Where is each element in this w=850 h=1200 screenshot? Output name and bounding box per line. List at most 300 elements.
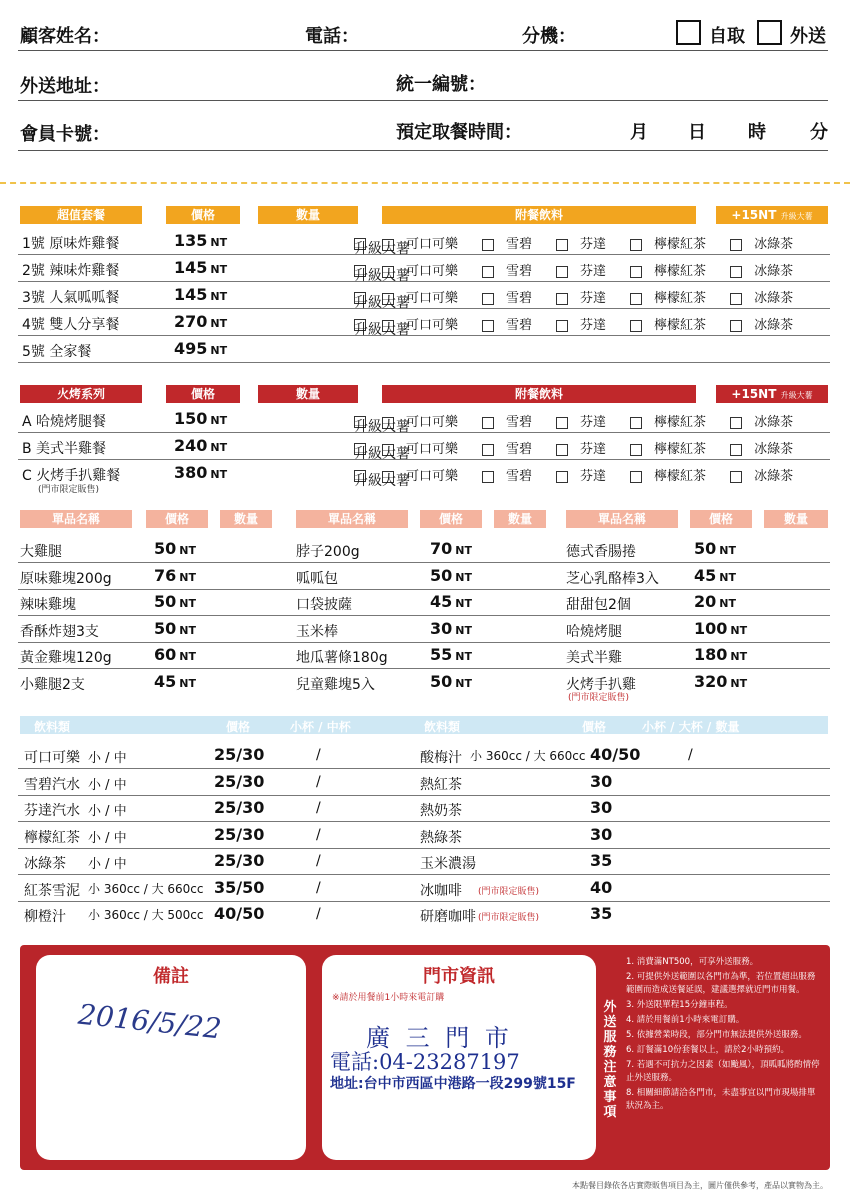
single-item-name: 德式香腸捲 (566, 544, 636, 560)
checkbox-icon[interactable] (482, 417, 494, 429)
drink-qty-slash: / (316, 826, 321, 843)
single-item-price-value: 20 (694, 592, 717, 611)
single-item-price-value: 50 (430, 565, 453, 585)
extension-label: 分機： (522, 26, 576, 47)
set-meal-options (18, 309, 830, 338)
drink-qty-slash: / (316, 773, 321, 790)
single-item-price (694, 566, 736, 585)
single-item-price-value: 50 (694, 539, 717, 558)
delivery-note-item: 7. 若遇不可抗力之因素（如颱風），頂呱呱將酌情停止外送服務。 (626, 1060, 820, 1083)
checkbox-icon[interactable] (556, 444, 568, 456)
drinks-row (18, 875, 830, 902)
single-item-price (154, 672, 196, 691)
delivery-label: 外送 (790, 26, 826, 47)
grill-item-name: C 火烤手扒雞餐 (22, 468, 121, 484)
drink-qty-slash: / (316, 906, 321, 922)
drink-price: 40/50 (214, 904, 265, 923)
grill-item-price (174, 436, 227, 455)
drink-option-label: 可口可樂 (406, 469, 459, 484)
grill-item-price (174, 409, 227, 428)
drink-option-label: 芬達 (580, 237, 607, 252)
set-meal-price-value: 270 (174, 312, 208, 331)
set-meal-options (18, 282, 830, 311)
single-item-name: 哈燒烤腿 (566, 623, 622, 640)
drink-qty-slash: / (316, 800, 321, 816)
drink-size: 小 / 中 (88, 804, 127, 819)
drink-option[interactable] (556, 291, 618, 306)
drink-option[interactable] (556, 469, 618, 484)
pickup-time-label: 預定取餐時間： (396, 122, 522, 143)
set-meal-row (18, 228, 830, 255)
checkbox-icon[interactable] (556, 320, 568, 332)
drink-price: 25/30 (214, 824, 265, 844)
single-item-name: 香酥炸翅3支 (20, 623, 99, 640)
drink-price-right: 30 (590, 798, 613, 817)
drink-option[interactable] (630, 237, 718, 252)
set-meals-price-header: 價格 (166, 206, 240, 224)
set-meal-options (18, 228, 830, 257)
set-meal-name: 2號 辣味炸雞餐 (22, 263, 120, 279)
single-item-name: 玉米棒 (296, 623, 338, 640)
single-item-price-value: 70 (430, 539, 453, 558)
drink-option[interactable] (630, 415, 718, 430)
drink-qty-slash: / (316, 747, 321, 763)
drink-option-label: 檸檬紅茶 (654, 318, 707, 333)
drink-option[interactable] (730, 469, 805, 484)
drink-price: 25/30 (214, 851, 265, 870)
grill-drink-header: 附餐飲料 (382, 385, 696, 403)
set-meals-header: 超值套餐 (20, 206, 142, 224)
drink-options (382, 260, 817, 279)
single-item-price-unit: NT (730, 623, 748, 637)
single-item-price-unit: NT (455, 623, 472, 637)
set-meal-price (174, 339, 227, 358)
grill-item-name: A 哈燒烤腿餐 (22, 414, 107, 430)
drink-price: 25/30 (214, 798, 265, 817)
drink-name-right: 酸梅汁 (420, 750, 462, 766)
delivery-note-item: 1. 消費滿NT500，可享外送服務。 (626, 957, 759, 967)
checkbox-icon[interactable] (556, 293, 568, 305)
grill-row (18, 460, 830, 489)
drink-size-right: 小 360cc / 大 660cc (470, 749, 586, 763)
single-item-price-unit: NT (455, 544, 472, 557)
drink-option-label: 芬達 (580, 264, 607, 279)
single-item-price-unit: NT (179, 676, 196, 690)
header-rule-1 (18, 50, 828, 51)
single-item-price (154, 566, 196, 585)
single-item-price-unit: NT (179, 650, 196, 663)
single-item-price (430, 619, 472, 638)
drink-name-right: 玉米濃湯 (420, 856, 476, 872)
drink-option[interactable] (630, 442, 718, 457)
single-item-price-unit: NT (455, 597, 472, 610)
single-item-price-value: 50 (154, 618, 177, 638)
single-item-name: 火烤手扒雞 (566, 676, 636, 693)
drink-price-right: 30 (590, 824, 613, 844)
drink-size: 小 360cc / 大 500cc (88, 908, 204, 922)
checkbox-icon[interactable] (730, 266, 742, 278)
store-info-subtitle: ※請於用餐前1小時來電訂購 (332, 993, 445, 1003)
drink-options (382, 411, 817, 430)
checkbox-icon[interactable] (482, 320, 494, 332)
set-meal-price-unit: NT (210, 344, 228, 357)
drink-option-label: 芬達 (580, 442, 607, 457)
drink-option-label: 可口可樂 (406, 318, 459, 333)
drink-name-right: 熱紅茶 (420, 776, 462, 793)
drink-option[interactable] (630, 264, 718, 279)
drink-price-right: 35 (590, 851, 613, 870)
drink-price-right: 30 (590, 771, 613, 791)
drink-option-label: 雪碧 (506, 442, 533, 457)
drink-option-label: 雪碧 (506, 264, 533, 279)
single-item-price-unit: NT (719, 544, 736, 557)
drink-option[interactable] (556, 237, 618, 252)
single-item-price-value: 320 (694, 671, 728, 691)
drink-option[interactable] (556, 415, 618, 430)
month-label: 月 (630, 122, 648, 143)
drink-option[interactable] (482, 318, 544, 333)
checkbox-icon[interactable] (730, 320, 742, 332)
single-items-row (18, 563, 830, 590)
drink-name-right: 熱綠茶 (420, 829, 462, 846)
header-rule-3 (18, 150, 828, 151)
day-label: 日 (688, 122, 706, 143)
drink-price-right: 40 (590, 877, 613, 897)
single-item-price (694, 672, 747, 691)
single-item-price-unit: NT (719, 597, 736, 610)
single-item-name: 地瓜薯條180g (296, 650, 388, 666)
drink-option[interactable] (730, 237, 805, 252)
drink-option[interactable] (556, 264, 618, 279)
stamp-store-name: 廣 三 門 市 (366, 1024, 513, 1052)
single-item-price-value: 55 (430, 645, 453, 664)
grill-upgrade-header: +15NT 升級大薯 (716, 385, 828, 403)
checkbox-icon[interactable] (730, 417, 742, 429)
handwritten-date: 2016/5/22 (76, 997, 223, 1046)
drink-option-label: 檸檬紅茶 (654, 237, 707, 252)
drink-option[interactable] (482, 291, 544, 306)
delivery-note-item: 3. 外送限單程15分鐘車程。 (626, 1000, 733, 1010)
single-item-price (430, 566, 472, 585)
drink-option[interactable] (630, 469, 718, 484)
set-meals-drink-header: 附餐飲料 (382, 206, 696, 224)
customer-name-label: 顧客姓名： (20, 26, 110, 47)
drink-option-label: 檸檬紅茶 (654, 291, 707, 306)
drinks-header-1: 飲料類 (34, 720, 71, 734)
checkbox-icon[interactable] (630, 417, 642, 429)
drinks-header-5: 價格 (582, 720, 607, 734)
grill-item-name: B 美式半雞餐 (22, 441, 107, 457)
checkbox-icon[interactable] (482, 444, 494, 456)
grill-item-price (174, 463, 227, 482)
single-item-price-unit: NT (730, 650, 748, 663)
single-item-price-value: 45 (694, 565, 717, 585)
drink-option[interactable] (482, 237, 544, 252)
single-item-price-value: 50 (154, 592, 177, 611)
checkbox-icon[interactable] (730, 471, 742, 483)
drink-option-label: 可口可樂 (406, 442, 459, 457)
drink-option[interactable] (482, 442, 544, 457)
checkbox-icon[interactable] (556, 417, 568, 429)
single-item-price (694, 539, 736, 558)
drink-option[interactable] (730, 264, 805, 279)
single-store-only-note: (門市限定販售) (568, 693, 630, 703)
drink-option-label: 冰綠茶 (754, 415, 794, 430)
single-item-price-value: 100 (694, 618, 728, 638)
single-item-name: 原味雞塊200g (20, 570, 112, 587)
set-meal-name: 5號 全家餐 (22, 344, 92, 360)
grill-item-price-unit: NT (210, 414, 228, 427)
drink-name-right: 熱奶茶 (420, 803, 462, 819)
single-items-header: 價格 (690, 510, 752, 528)
single-item-price-value: 180 (694, 645, 728, 664)
drink-price: 35/50 (214, 877, 265, 897)
set-meal-price-value: 135 (174, 231, 208, 250)
checkbox-icon[interactable] (730, 293, 742, 305)
drink-name: 芬達汽水 (24, 803, 80, 819)
drink-price: 25/30 (214, 771, 265, 791)
drink-option-label: 冰綠茶 (754, 318, 794, 333)
single-item-price-unit: NT (179, 623, 196, 637)
grill-item-price-value: 380 (174, 463, 208, 482)
single-item-price-value: 50 (430, 671, 453, 691)
drink-option-label: 檸檬紅茶 (654, 415, 707, 430)
set-meal-price-value: 145 (174, 285, 208, 304)
set-meal-name: 3號 人氣呱呱餐 (22, 290, 120, 306)
drink-name-right: 冰咖啡 (420, 882, 462, 899)
checkbox-icon[interactable] (482, 266, 494, 278)
drink-option[interactable] (482, 415, 544, 430)
single-item-price (154, 592, 196, 611)
drink-name: 紅茶雪泥 (24, 882, 80, 899)
drink-name: 可口可樂 (24, 750, 80, 766)
upgrade-fries-label: 升級大薯 (354, 268, 410, 284)
upgrade-fries-label: 升級大薯 (354, 322, 410, 338)
set-meal-row (18, 255, 830, 282)
dashed-separator (0, 182, 850, 184)
drinks-row (18, 742, 830, 769)
single-item-price-value: 30 (430, 618, 453, 638)
set-meal-price-unit: NT (210, 290, 228, 303)
set-meal-price-unit: NT (210, 317, 228, 330)
checkbox-icon[interactable] (630, 266, 642, 278)
single-item-name: 芝心乳酪棒3入 (566, 570, 659, 587)
grill-qty-field[interactable] (258, 438, 358, 456)
single-item-price (430, 592, 472, 611)
checkbox-icon[interactable] (482, 471, 494, 483)
drink-option[interactable] (482, 469, 544, 484)
drink-option[interactable] (482, 264, 544, 279)
minute-label: 分 (810, 122, 828, 143)
single-items-header: 單品名稱 (20, 510, 132, 528)
grill-item-price-value: 240 (174, 436, 208, 455)
set-meal-price-unit: NT (210, 236, 228, 249)
drink-name: 柳橙汁 (24, 909, 66, 925)
disclaimer: 本點餐目錄依各店實際販售項目為主，圖片僅供參考，產品以實物為主。 (572, 1181, 828, 1190)
grill-item-price-value: 150 (174, 409, 208, 428)
store-info-title: 門市資訊 (423, 966, 495, 987)
checkbox-icon[interactable] (556, 471, 568, 483)
grill-price-header: 價格 (166, 385, 240, 403)
single-item-price-unit: NT (730, 676, 748, 690)
drink-name: 冰綠茶 (24, 856, 66, 872)
single-item-price (694, 619, 747, 638)
single-item-price-unit: NT (455, 676, 472, 690)
address-label: 外送地址： (20, 76, 110, 97)
drink-option[interactable] (630, 318, 718, 333)
single-items-row (18, 589, 830, 616)
single-item-price (694, 592, 736, 611)
drink-store-only-note: (門市限定販售) (478, 886, 540, 897)
checkbox-icon[interactable] (730, 239, 742, 251)
member-card-label: 會員卡號： (20, 124, 110, 145)
drink-option[interactable] (730, 318, 805, 333)
grill-header: 火烤系列 (20, 385, 142, 403)
single-item-name: 小雞腿2支 (20, 676, 85, 693)
single-items-row (18, 669, 830, 695)
single-items-header: 數量 (764, 510, 828, 528)
single-item-price-unit: NT (179, 597, 196, 610)
drink-option-label: 可口可樂 (406, 264, 459, 279)
drink-option-label: 檸檬紅茶 (654, 469, 707, 484)
drink-option[interactable] (730, 291, 805, 306)
drink-qty-slash-right: / (688, 747, 693, 763)
drink-price-right: 40/50 (590, 745, 641, 764)
drink-option-label: 冰綠茶 (754, 442, 794, 457)
drink-option[interactable] (630, 291, 718, 306)
delivery-note-item: 5. 依據營業時段，部分門市無法提供外送服務。 (626, 1030, 807, 1040)
drink-options (382, 465, 817, 484)
checkbox-icon[interactable] (630, 293, 642, 305)
set-meal-qty-field[interactable] (258, 341, 358, 359)
grill-qty-field[interactable] (258, 411, 358, 429)
single-items-header: 數量 (494, 510, 546, 528)
checkbox-icon[interactable] (630, 320, 642, 332)
set-meal-price-value: 495 (174, 339, 208, 358)
checkbox-icon[interactable] (630, 239, 642, 251)
single-item-price (430, 645, 472, 664)
delivery-note-item: 2. 可提供外送範圍以各門市為準，若位置超出服務範圍而造成送餐延誤，建議選擇就近門市用餐。 (626, 972, 816, 995)
grill-qty-header: 數量 (258, 385, 358, 403)
drink-option[interactable] (556, 318, 618, 333)
drinks-row (18, 769, 830, 796)
drink-name: 檸檬紅茶 (24, 829, 80, 846)
checkbox-icon[interactable] (482, 293, 494, 305)
set-meal-price-value: 145 (174, 258, 208, 277)
set-meal-name: 4號 雙人分享餐 (22, 317, 120, 333)
single-item-price (430, 539, 472, 558)
checkbox-icon[interactable] (630, 471, 642, 483)
drink-option-label: 可口可樂 (406, 291, 459, 306)
tax-id-label: 統一編號： (396, 74, 486, 95)
set-meal-row (18, 309, 830, 336)
stamp-address: 地址:台中市西區中港路一段299號15F (330, 1076, 576, 1092)
drink-option[interactable] (730, 442, 805, 457)
set-meal-row (18, 336, 830, 363)
drink-option-label: 檸檬紅茶 (654, 442, 707, 457)
drink-option-label: 可口可樂 (406, 237, 459, 252)
delivery-checkbox[interactable] (757, 20, 782, 45)
single-items-header: 數量 (220, 510, 272, 528)
drink-option-label: 雪碧 (506, 318, 533, 333)
drink-size: 小 / 中 (88, 857, 127, 872)
drink-store-only-note: (門市限定販售) (478, 913, 540, 923)
checkbox-icon[interactable] (556, 239, 568, 251)
upgrade-fries-label: 升級大薯 (354, 473, 410, 489)
single-item-price-value: 45 (154, 671, 177, 691)
single-item-name: 甜甜包2個 (566, 597, 631, 613)
set-meal-options (18, 255, 830, 284)
single-item-price (154, 539, 196, 558)
upgrade-fries-label: 升級大薯 (354, 241, 410, 257)
single-item-price (154, 619, 196, 638)
grill-item-price-unit: NT (210, 468, 228, 481)
set-meals-upgrade-header: +15NT 升級大薯 (716, 206, 828, 224)
drinks-row (18, 848, 830, 875)
grill-store-only-note: (門市限定販售) (38, 485, 100, 495)
set-meals-qty-header: 數量 (258, 206, 358, 224)
drinks-header-6: 小杯 / 大杯 / 數量 (642, 720, 740, 734)
drink-option[interactable] (556, 442, 618, 457)
drink-name-right: 研磨咖啡 (420, 909, 476, 925)
single-items-header: 價格 (420, 510, 482, 528)
single-items-row (18, 536, 830, 563)
delivery-note-item: 6. 訂餐滿10份套餐以上，請於2小時預約。 (626, 1045, 790, 1055)
grill-item-price-unit: NT (210, 441, 228, 454)
drink-qty-slash: / (316, 853, 321, 869)
drink-price-right: 35 (590, 904, 613, 923)
single-item-price-value: 50 (154, 539, 177, 558)
grill-qty-field[interactable] (258, 465, 358, 483)
grill-row (18, 406, 830, 433)
pickup-label: 自取 (709, 26, 745, 47)
single-item-name: 美式半雞 (566, 650, 622, 666)
checkbox-icon[interactable] (630, 444, 642, 456)
drink-option-label: 雪碧 (506, 237, 533, 252)
single-item-name: 口袋披薩 (296, 597, 352, 613)
drink-option-label: 芬達 (580, 291, 607, 306)
single-item-name: 兒童雞塊5入 (296, 676, 375, 693)
header-rule-2 (18, 100, 828, 101)
drink-option-label: 冰綠茶 (754, 264, 794, 279)
single-item-price (430, 672, 472, 691)
single-item-price (694, 645, 747, 664)
drink-option-label: 冰綠茶 (754, 237, 794, 252)
checkbox-icon[interactable] (556, 266, 568, 278)
grill-row (18, 433, 830, 460)
drink-option-label: 雪碧 (506, 469, 533, 484)
single-items-header: 單品名稱 (566, 510, 678, 528)
single-item-name: 大雞腿 (20, 544, 62, 560)
drink-option[interactable] (730, 415, 805, 430)
drink-price: 25/30 (214, 745, 265, 764)
drink-qty-slash: / (316, 879, 321, 896)
pickup-checkbox[interactable] (676, 20, 701, 45)
set-meal-price-unit: NT (210, 263, 228, 276)
drink-name: 雪碧汽水 (24, 776, 80, 793)
upgrade-fries-label: 升級大薯 (354, 419, 410, 435)
drink-option-label: 芬達 (580, 469, 607, 484)
set-meal-name: 1號 原味炸雞餐 (22, 236, 120, 252)
single-items-row (18, 616, 830, 643)
drink-option-label: 檸檬紅茶 (654, 264, 707, 279)
checkbox-icon[interactable] (730, 444, 742, 456)
checkbox-icon[interactable] (482, 239, 494, 251)
drink-options (382, 314, 817, 333)
drinks-header-4: 飲料類 (424, 720, 461, 734)
drink-size: 小 / 中 (88, 830, 127, 846)
delivery-note-item: 4. 請於用餐前1小時來電訂購。 (626, 1015, 745, 1025)
